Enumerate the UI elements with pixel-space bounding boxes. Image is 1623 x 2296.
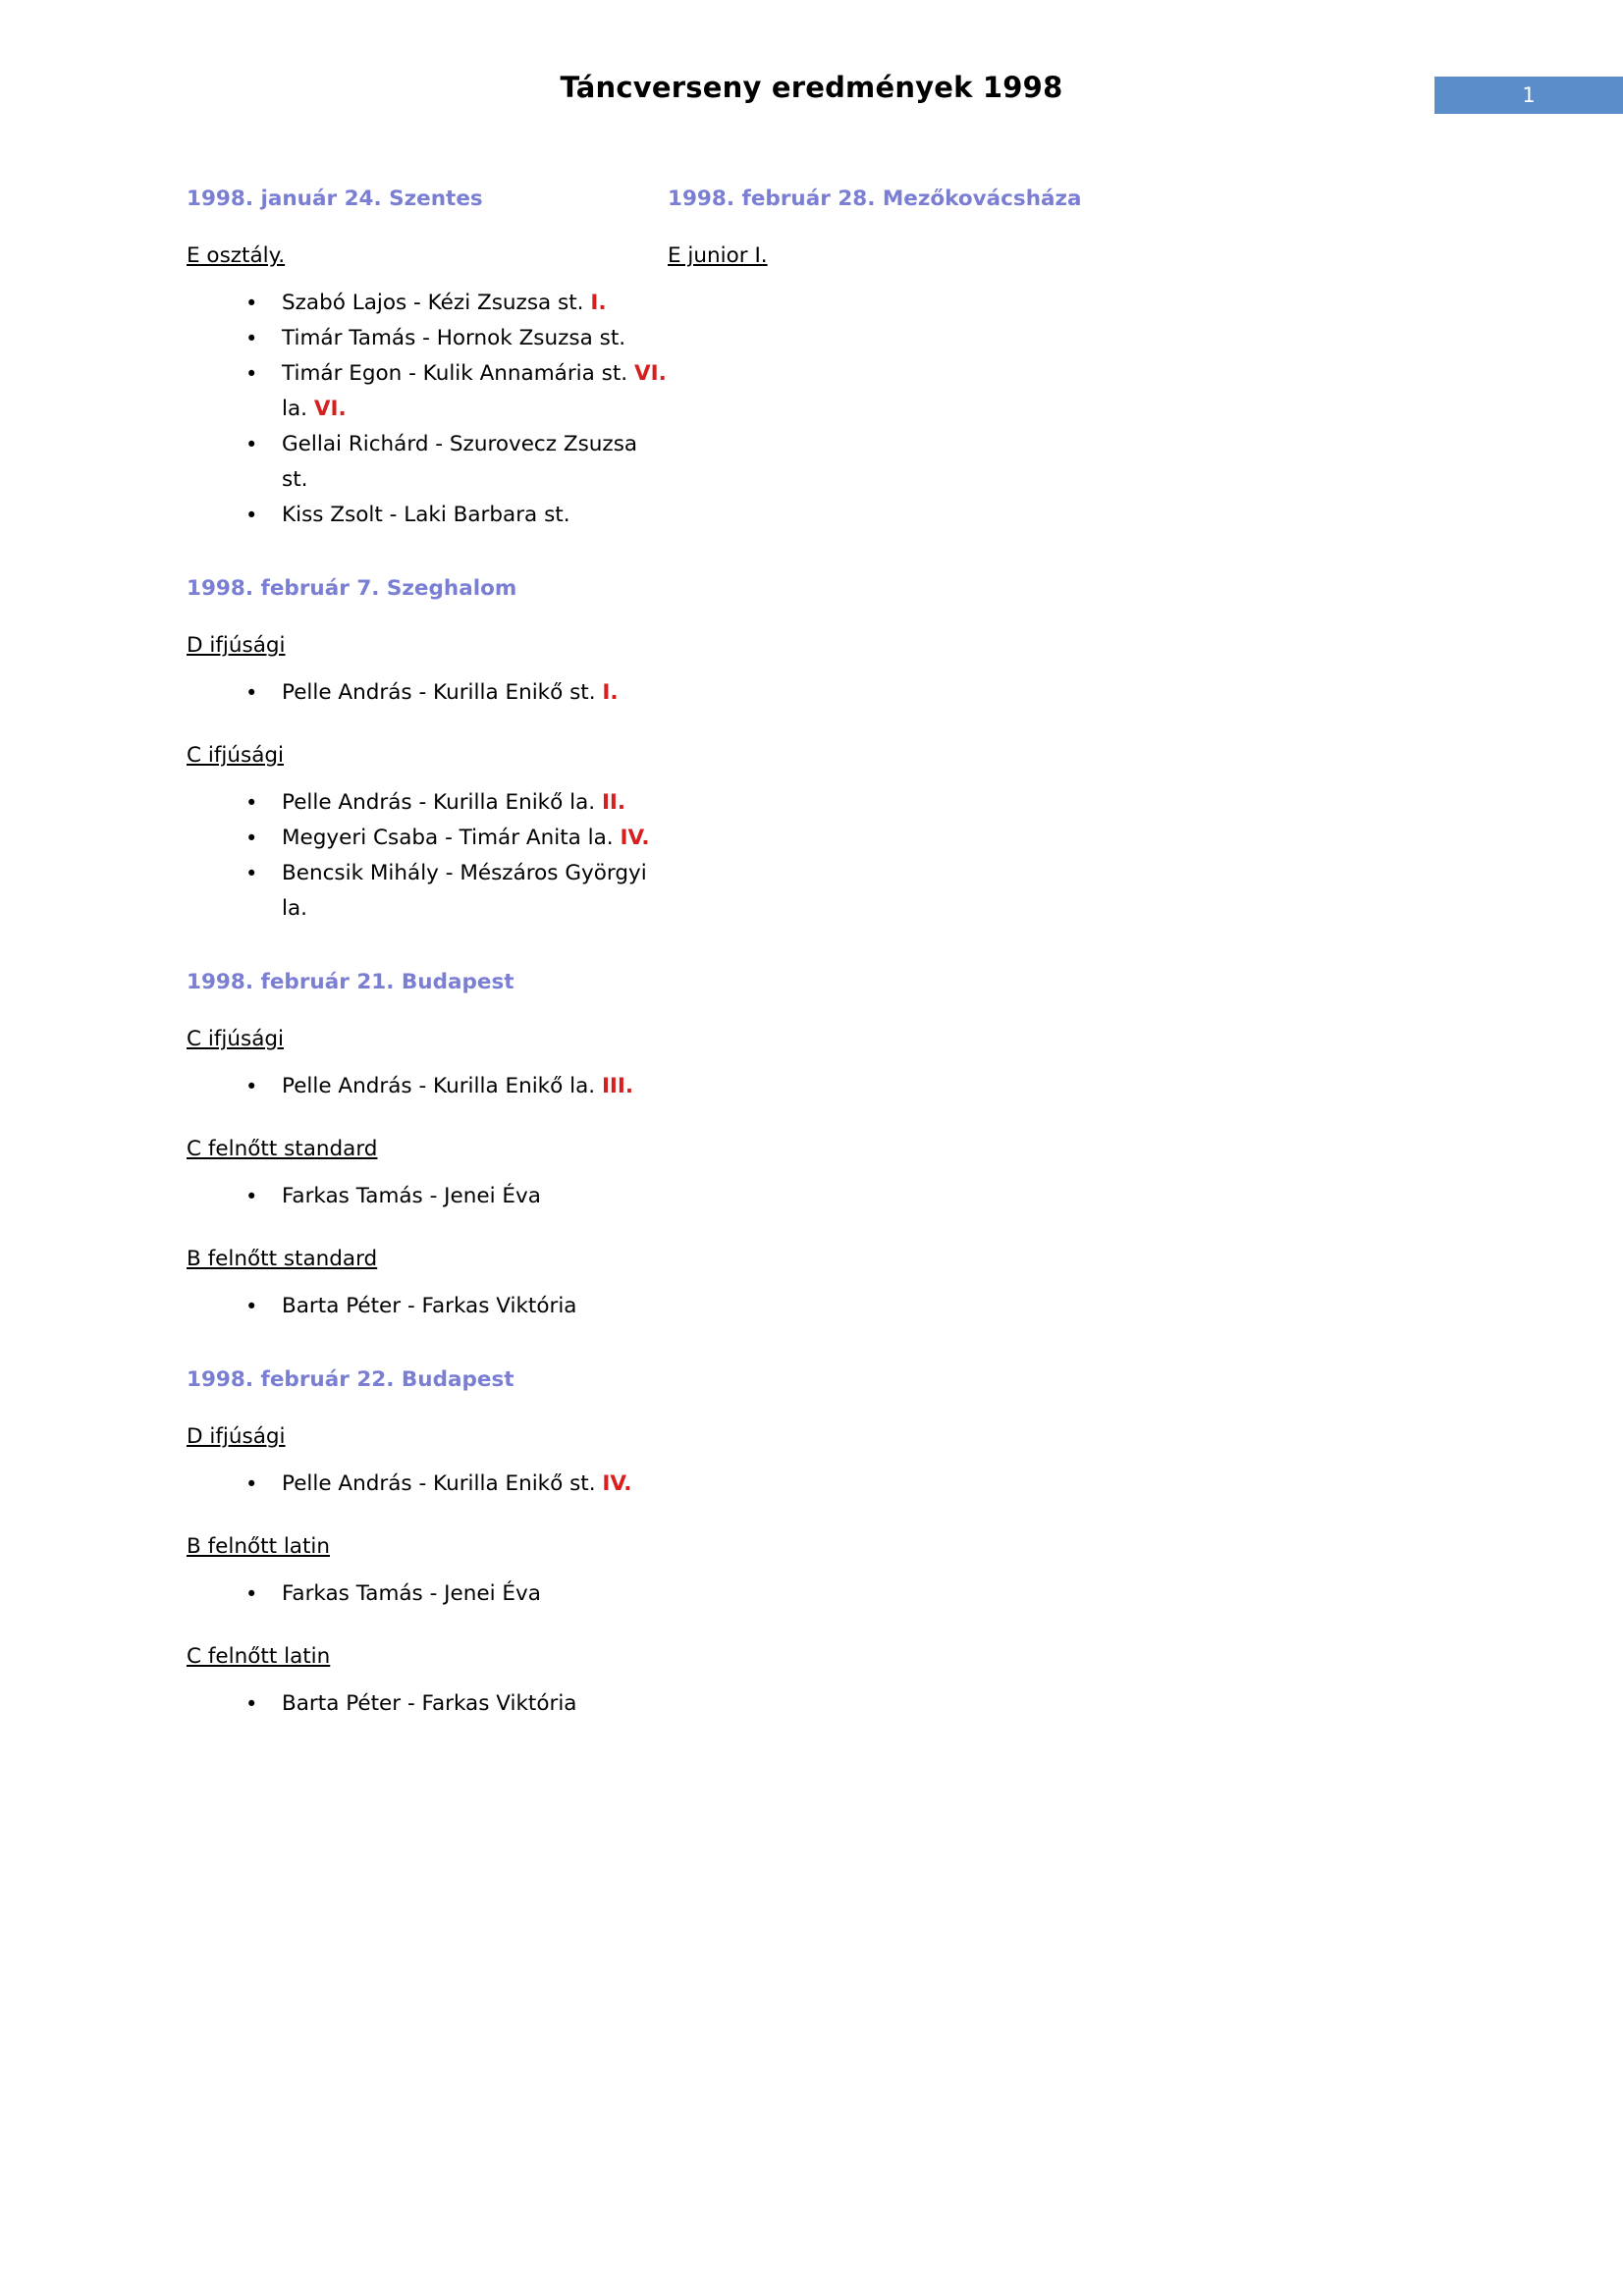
bullet-icon: • [245, 292, 258, 315]
couple-name: Pelle András - Kurilla Enikő la. [282, 1074, 602, 1098]
place-value: I. [590, 291, 607, 315]
event-heading: 1998. február 7. Szeghalom [187, 576, 517, 601]
category-heading: D ifjúsági [187, 633, 286, 658]
bullet-icon: • [245, 827, 258, 850]
list-item [187, 856, 668, 927]
list-item [187, 1576, 668, 1612]
right-column [668, 187, 1434, 1722]
couple-name: Megyeri Csaba - Timár Anita la. [282, 826, 621, 850]
category-heading: E osztály. [187, 243, 286, 268]
couple-name: Barta Péter - Farkas Viktória [282, 1691, 577, 1716]
list-item [187, 286, 668, 321]
bullet-icon: • [245, 1185, 258, 1208]
event-block [668, 187, 1434, 268]
couple-name: Timár Tamás - Hornok Zsuzsa st. [282, 326, 626, 350]
category-heading: B felnőtt latin [187, 1534, 331, 1559]
results-list [187, 1289, 668, 1324]
list-item [187, 356, 668, 427]
list-item [187, 1467, 668, 1502]
list-item [187, 821, 668, 856]
list-item [187, 1289, 668, 1324]
event-block [187, 970, 668, 1324]
category-heading: D ifjúsági [187, 1424, 286, 1449]
place-value: III. [601, 1074, 634, 1098]
bullet-icon: • [245, 791, 258, 815]
list-item [187, 427, 668, 498]
event-block [187, 187, 668, 533]
couple-name: Bencsik Mihály - Mészáros Györgyi la. [282, 861, 647, 921]
bullet-icon: • [245, 1472, 258, 1496]
results-list [187, 1576, 668, 1612]
list-item [187, 675, 668, 711]
event-heading: 1998. február 21. Budapest [187, 970, 514, 994]
list-item [187, 321, 668, 356]
list-item [187, 1686, 668, 1722]
bullet-icon: • [245, 327, 258, 350]
results-list [187, 286, 668, 533]
secondary-label: la. [282, 397, 314, 421]
bullet-icon: • [245, 362, 258, 386]
couple-name: Szabó Lajos - Kézi Zsuzsa st. [282, 291, 591, 315]
bullet-icon: • [245, 1295, 258, 1318]
left-column [0, 187, 668, 1722]
secondary-result [282, 392, 668, 427]
page-title: Táncverseny eredmények 1998 [560, 71, 1063, 104]
place-value: IV. [620, 826, 650, 850]
page-number-badge [1434, 77, 1623, 114]
results-list [187, 1069, 668, 1104]
event-heading: 1998. január 24. Szentes [187, 187, 483, 211]
couple-name: Gellai Richárd - Szurovecz Zsuzsa st. [282, 432, 638, 492]
results-list [187, 1467, 668, 1502]
page-number-label: 1 [1522, 83, 1536, 107]
category-heading: B felnőtt standard [187, 1247, 378, 1271]
event-block [187, 576, 668, 927]
results-list [187, 1686, 668, 1722]
couple-name: Pelle András - Kurilla Enikő st. [282, 1471, 603, 1496]
category-heading: C felnőtt standard [187, 1137, 378, 1161]
bullet-icon: • [245, 433, 258, 456]
results-list [187, 675, 668, 711]
results-list [187, 1179, 668, 1214]
couple-name: Farkas Tamás - Jenei Éva [282, 1581, 541, 1606]
place-value: IV. [602, 1471, 632, 1496]
list-item [187, 1179, 668, 1214]
category-heading: C felnőtt latin [187, 1644, 331, 1669]
bullet-icon: • [245, 1075, 258, 1098]
event-block [187, 1367, 668, 1722]
event-heading: 1998. február 22. Budapest [187, 1367, 514, 1392]
secondary-place-value: VI. [313, 397, 347, 421]
list-item [187, 498, 668, 533]
category-heading: C ifjúsági [187, 743, 284, 768]
place-value: II. [601, 790, 626, 815]
couple-name: Timár Egon - Kulik Annamária st. [282, 361, 634, 386]
bullet-icon: • [245, 1692, 258, 1716]
bullet-icon: • [245, 1582, 258, 1606]
place-value: VI. [633, 361, 667, 386]
couple-name: Kiss Zsolt - Laki Barbara st. [282, 503, 570, 527]
bullet-icon: • [245, 504, 258, 527]
list-item [187, 1069, 668, 1104]
place-value: I. [602, 680, 619, 705]
bullet-icon: • [245, 681, 258, 705]
category-heading: C ifjúsági [187, 1027, 284, 1051]
results-list [187, 785, 668, 927]
couple-name: Barta Péter - Farkas Viktória [282, 1294, 577, 1318]
couple-name: Farkas Tamás - Jenei Éva [282, 1184, 541, 1208]
category-heading: E junior I. [668, 243, 768, 268]
event-heading: 1998. február 28. Mezőkovácsháza [668, 187, 1082, 211]
couple-name: Pelle András - Kurilla Enikő st. [282, 680, 603, 705]
content-columns [0, 187, 1623, 1722]
couple-name: Pelle András - Kurilla Enikő la. [282, 790, 602, 815]
list-item [187, 785, 668, 821]
bullet-icon: • [245, 862, 258, 885]
